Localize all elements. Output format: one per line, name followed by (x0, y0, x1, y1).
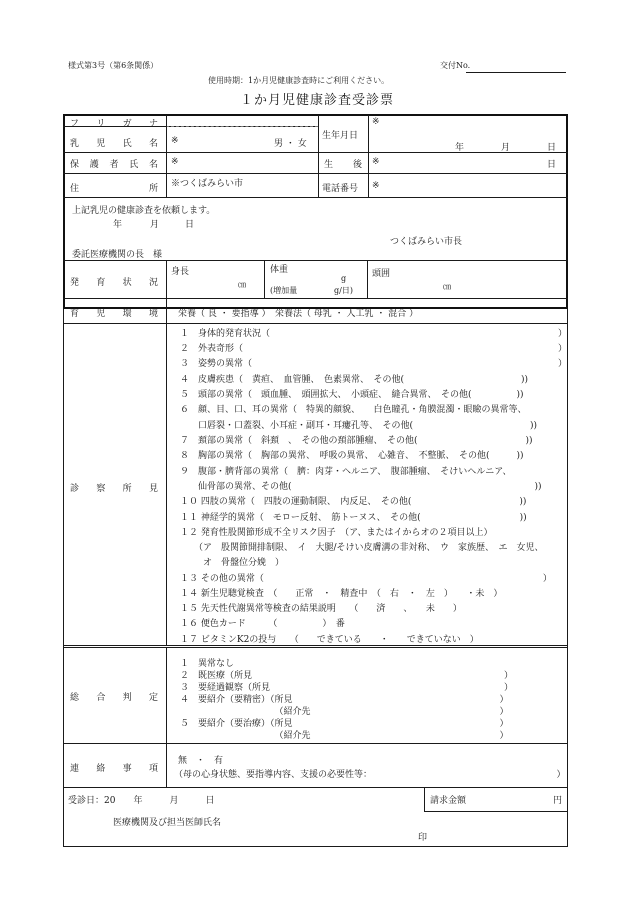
judgment-referral-detailed-dest[interactable]: （紹介先 ） (180, 707, 509, 717)
exam-item-chest[interactable]: ８ 胸部の異常（ 胸部の異常、 呼吸の異常、 心雑音、 不整脈、 その他( )) (180, 451, 524, 461)
height-unit: ㎝ (238, 280, 246, 289)
page-title: １か月児健康診査受診票 (240, 93, 395, 108)
usage-note: 使用時期：1か月児健康診査時にご利用ください。 (208, 76, 390, 85)
head-circumference-label: 頭囲 (372, 269, 391, 279)
weight-unit: g (341, 274, 347, 283)
seal-mark: 印 (418, 833, 428, 843)
birth-day-unit: 日 (547, 143, 557, 153)
issue-number-label: 交付No. (440, 61, 471, 70)
exam-item-hip-factors-cont[interactable]: オ 骨盤位分娩 ） (194, 558, 285, 568)
addressee: 委託医療機関の長 様 (72, 250, 163, 260)
exam-item-metabolic[interactable]: １５ 先天性代謝異常等検査の結果説明 （ 済 、 未 ） (180, 604, 462, 614)
birth-date-field[interactable]: ※ (372, 117, 380, 127)
furigana-label: フ リ ガ ナ (70, 119, 158, 129)
exam-item-skin[interactable]: ４ 皮膚疾患（ 黄疸、 血管腫、 色素異常、 その他( )) (180, 375, 529, 385)
age-days-field[interactable]: ※ (372, 157, 380, 167)
judgment-label: 総 合 判 定 (70, 693, 158, 703)
guardian-name-label: 保 護 者 氏 名 (70, 160, 158, 170)
exam-item-hearing[interactable]: １４ 新生児聴覚検査 （ 正常 ・ 精査中 （ 右 ・ 左 ） ・未 ） (180, 589, 503, 599)
phone-field[interactable]: ※ (372, 181, 380, 191)
doctor-label: 医療機関及び担当医師氏名 (113, 818, 222, 828)
exam-item-neck[interactable]: ７ 頚部の異常（ 斜頚 、 その他の頚部腫瘤、 その他( )) (180, 436, 533, 446)
issue-number-line (466, 72, 566, 73)
height-label: 身長 (171, 267, 190, 277)
exam-item-physical-growth[interactable]: １ 身体的発育状況（ ） (180, 329, 568, 339)
head-circumference-unit: ㎝ (443, 282, 451, 291)
weight-gain-label: (増加量 (270, 286, 298, 295)
form-number: 様式第3号（第6条関係） (68, 61, 159, 70)
nutrition-options[interactable]: 栄養（ 良 ・ 要指導 ） 栄養法（ 母乳 ・ 人工乳 ・ 混合 ） (178, 309, 419, 319)
visit-date[interactable]: 受診日：20 年 月 日 (68, 796, 215, 806)
exam-item-limbs[interactable]: １０ 四肢の異常（ 四肢の運動制限、 内反足、 その他( )) (180, 497, 527, 507)
exam-item-external-malformation[interactable]: ２ 外表奇形（ ） (180, 344, 568, 354)
exam-item-neurology[interactable]: １１ 神経学的異常（ モロー反射、 筋トーヌス、 その他( )) (180, 513, 527, 523)
judgment-under-treatment[interactable]: ２ 既医療（所見 ） (180, 671, 514, 681)
age-days-unit: 日 (547, 160, 557, 170)
request-month-unit: 月 (150, 220, 160, 230)
birth-date-label: 生年月日 (322, 131, 359, 141)
address-field[interactable]: ※つくばみらい市 (171, 179, 244, 189)
judgment-referral-detailed[interactable]: ４ 要紹介（要精密）（所見 ） (180, 695, 509, 705)
growth-label: 発 育 状 況 (70, 278, 158, 288)
judgment-referral-treatment[interactable]: ５ 要紹介（要治療）（所見 ） (180, 719, 509, 729)
exam-item-head[interactable]: ５ 頭部の異常（ 頭血腫、 頭囲拡大、 小頭症、 縫合異常、 その他( )) (180, 390, 524, 400)
child-name-field[interactable]: ※ (171, 136, 179, 146)
phone-label: 電話番号 (322, 184, 359, 194)
issuer-name: つくばみらい市長 (390, 237, 463, 247)
exam-item-other[interactable]: １３ その他の異常（ ） (180, 574, 552, 584)
contact-label: 連 絡 事 項 (70, 764, 158, 774)
exam-item-abdomen-cont[interactable]: 仙骨部の異常、その他( )) (180, 482, 542, 492)
birth-year-unit: 年 (455, 143, 465, 153)
environment-label: 育 児 環 境 (70, 309, 158, 319)
exam-findings-label: 診 察 所 見 (70, 484, 158, 494)
request-year-unit: 年 (113, 220, 123, 230)
exam-item-hip-dysplasia[interactable]: １２ 発育性股関節形成不全リスク因子 （ア、またはイからオの２項目以上） (180, 528, 493, 538)
sex-options[interactable]: 男 ・ 女 (274, 139, 307, 149)
exam-item-vitamin-k2[interactable]: １７ ビタミンK2の投与 （ できている ・ できていない ） (180, 635, 479, 645)
child-name-label: 乳 児 氏 名 (70, 139, 158, 149)
exam-item-posture[interactable]: ３ 姿勢の異常（ ） (180, 359, 568, 369)
request-text: 上記乳児の健康診査を依頼します。 (72, 206, 216, 216)
exam-item-abdomen[interactable]: ９ 腹部・臍背部の異常（ 臍：肉芽・ヘルニア、 腹部腫瘤、 そけいヘルニア、 (180, 467, 512, 477)
judgment-normal[interactable]: １ 異常なし (180, 659, 235, 669)
request-day-unit: 日 (185, 220, 195, 230)
billing-label: 請求金額 (430, 796, 467, 806)
judgment-referral-treatment-dest[interactable]: （紹介先 ） (180, 731, 509, 741)
weight-gain-unit: g/日) (334, 286, 353, 295)
birth-month-unit: 月 (501, 143, 511, 153)
weight-label: 体重 (270, 265, 289, 275)
judgment-follow-up[interactable]: ３ 要経過観察（所見 ） (180, 683, 514, 693)
address-label: 住 所 (70, 184, 158, 194)
guardian-name-field[interactable]: ※ (171, 157, 179, 167)
contact-details[interactable]: （母の心身状態、要指導内容、支援の必要性等： ） (174, 770, 566, 780)
exam-item-face[interactable]: ６ 顔、目、口、耳の異常（ 特異的顔貌、 白色瞳孔・角膜混濁・眼瞼の異常等、 (180, 405, 527, 415)
billing-unit: 円 (553, 796, 563, 806)
contact-presence[interactable]: 無 ・ 有 (178, 756, 224, 766)
exam-item-face-cont[interactable]: 口唇裂・口蓋裂、小耳症・副耳・耳瘻孔等、 その他( )) (180, 421, 538, 431)
exam-item-stool-card[interactable]: １６ 便色カード （ ） 番 (180, 619, 345, 629)
exam-item-hip-factors[interactable]: （ア 股関節開排制限、 イ 大腿/そけい皮膚溝の非対称、 ウ 家族歴、 エ 女児、 (194, 543, 544, 553)
age-days-label: 生 後 (324, 160, 362, 170)
